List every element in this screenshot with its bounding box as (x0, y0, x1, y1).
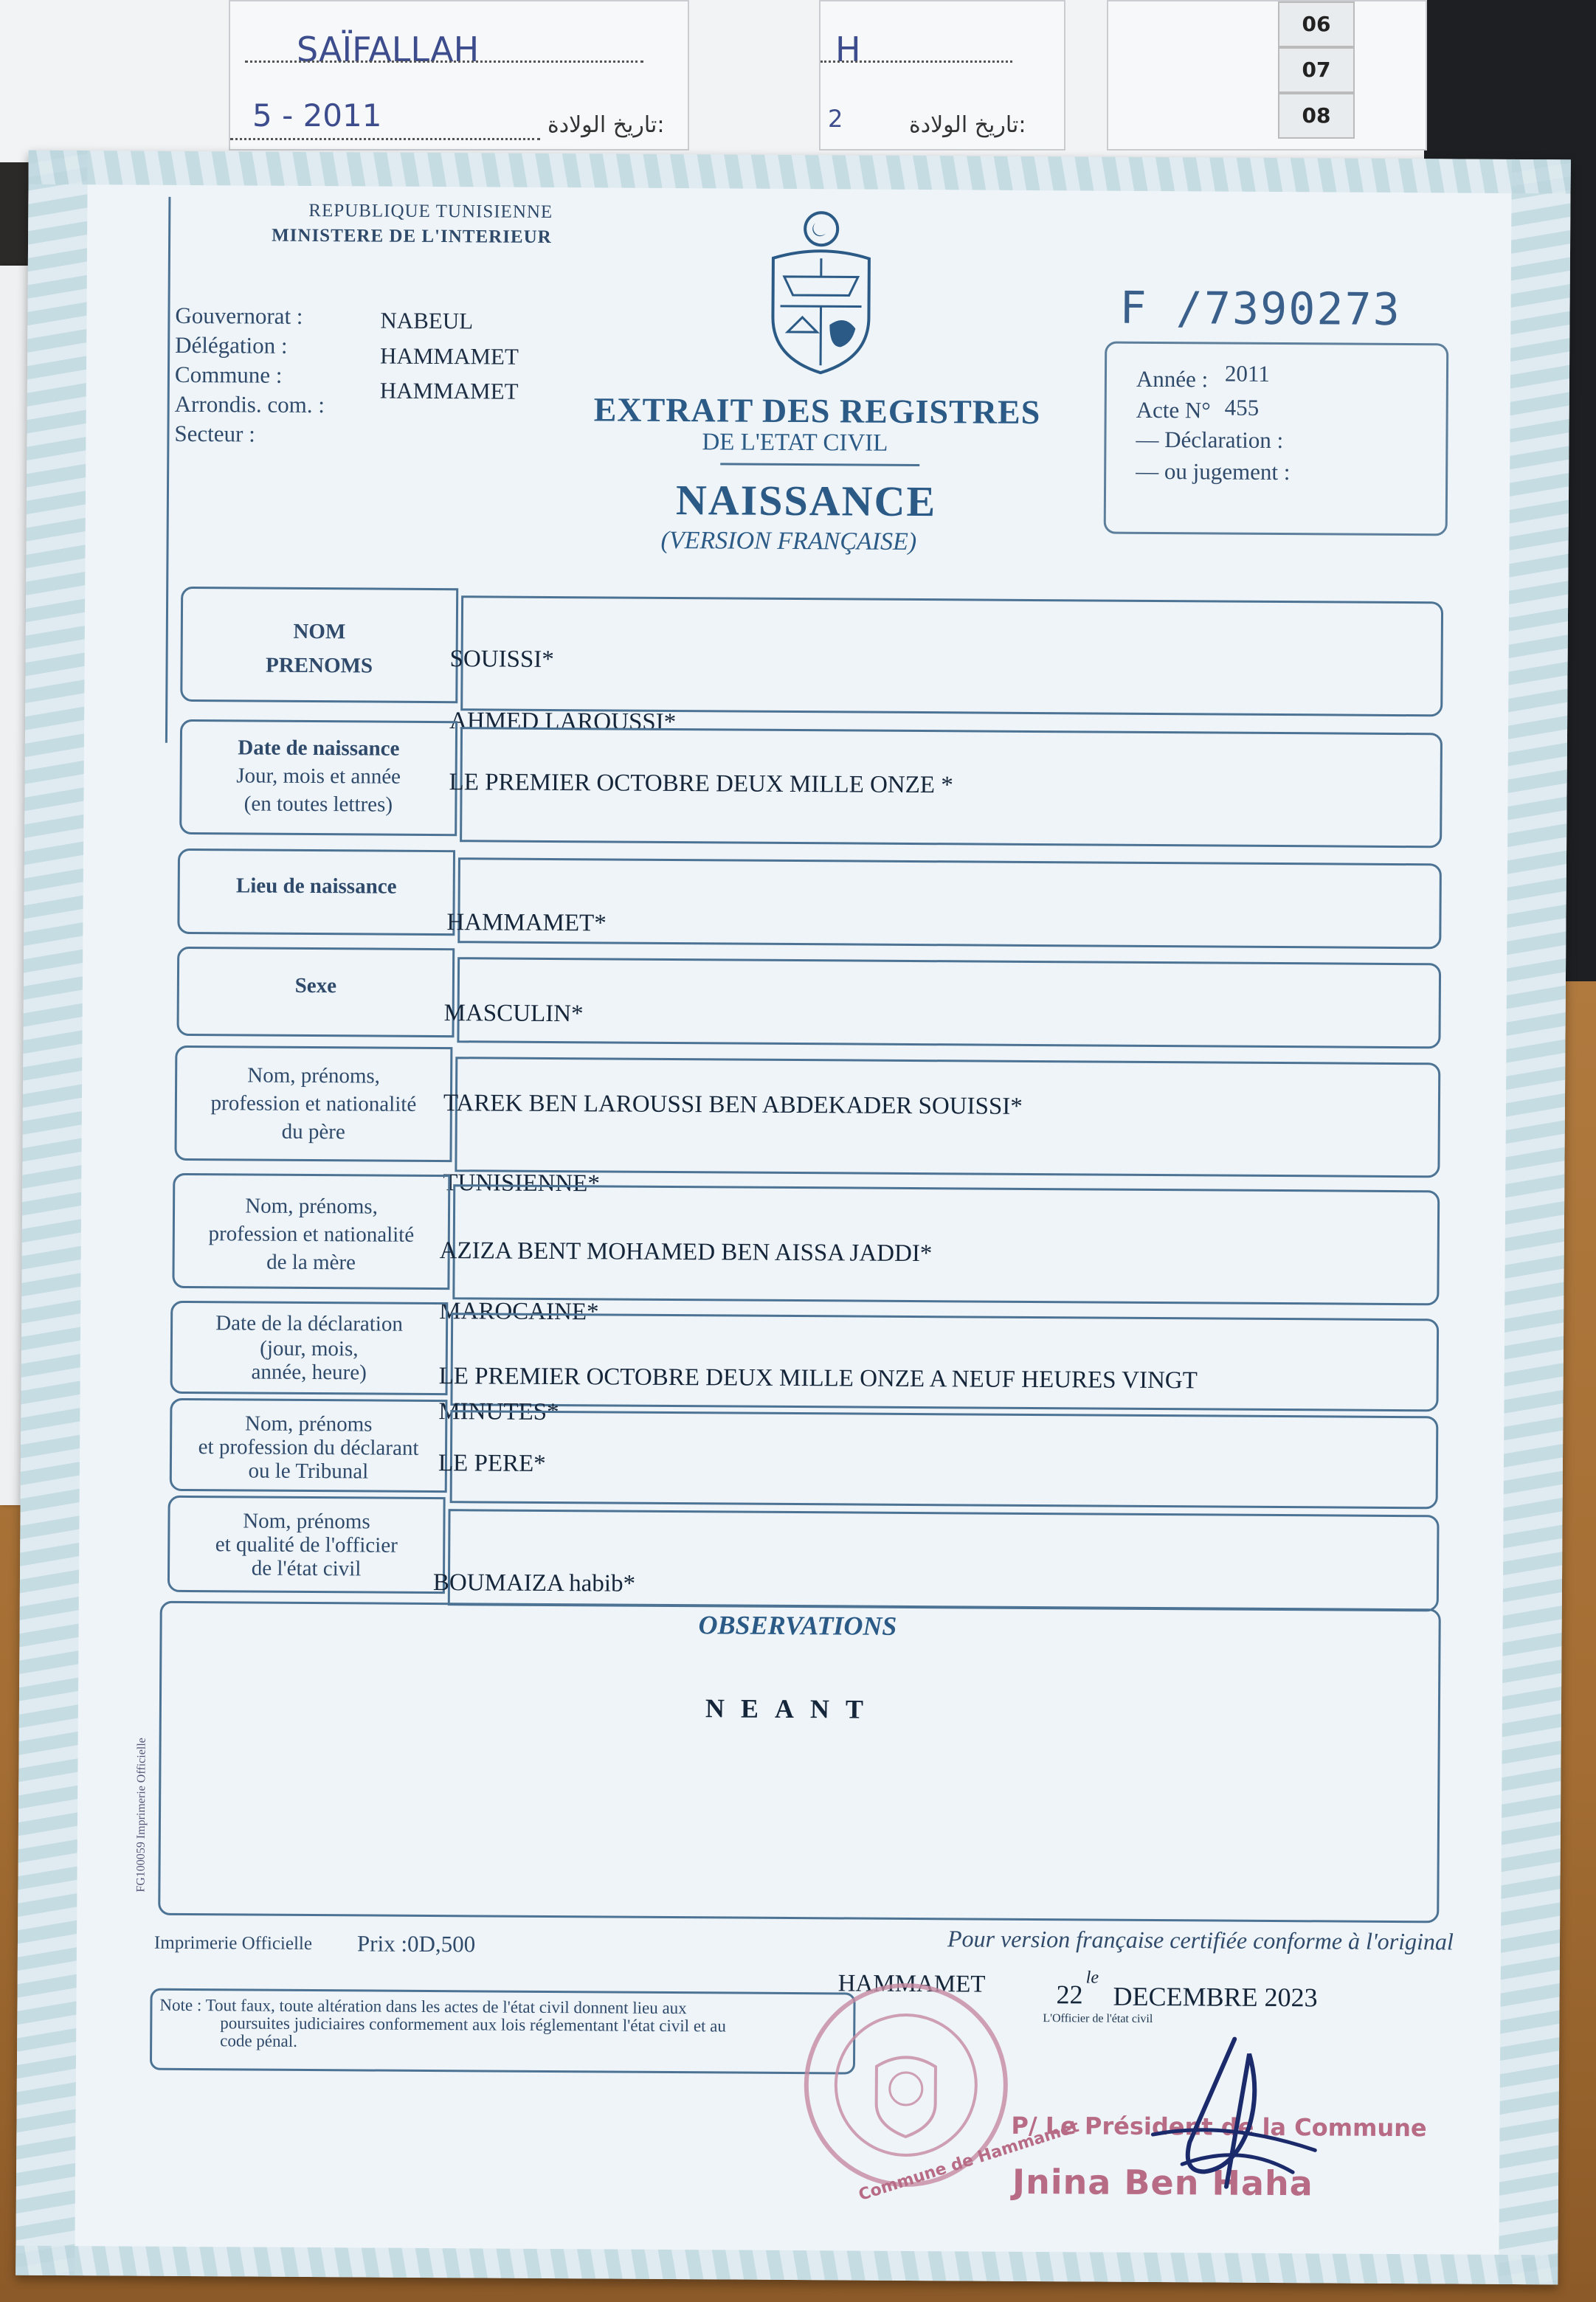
label-line: Date de la déclaration (215, 1311, 404, 1336)
value-pere: TAREK BEN LAROUSSI BEN ABDEKADER SOUISSI* (443, 1090, 1023, 1120)
label-line: année, heure) (251, 1360, 367, 1385)
observations-value: NEANT (705, 1693, 880, 1724)
row-number-cell: 08 (1278, 93, 1355, 139)
label-line: Sexe (294, 973, 337, 998)
background-form-middle (819, 0, 1065, 151)
dotted-line (821, 61, 1012, 63)
date-rest: DECEMBRE 2023 (1113, 1981, 1318, 2013)
value-date-declaration: LE PREMIER OCTOBRE DEUX MILLE ONZE A NEUF HEURES VINGT (438, 1363, 1198, 1394)
value-nationalite-pere: TUNISIENNE* (443, 1169, 601, 1197)
arabic-birthdate-label: تاريخ الولادة: (909, 112, 1026, 138)
field-label: Commune : (174, 361, 283, 388)
handwritten-digit: 2 (828, 105, 843, 133)
label-line: du père (281, 1119, 345, 1144)
header-divider (165, 197, 171, 743)
dotted-line (245, 61, 643, 63)
label-line: Lieu de naissance (235, 874, 397, 899)
handwritten-letter: H (835, 30, 861, 69)
field-value: NABEUL (380, 307, 474, 334)
row-number-cell: 06 (1278, 1, 1355, 47)
label-line: Jour, mois et année (236, 764, 401, 789)
label-line: ou le Tribunal (248, 1459, 369, 1484)
handwritten-name: SAÏFALLAH (297, 30, 480, 69)
field-label: Secteur : (174, 420, 255, 447)
label-line: Date de naissance (238, 736, 400, 761)
version-label: (VERSION FRANÇAISE) (660, 526, 917, 556)
republic-heading: REPUBLIQUE TUNISIENNE (308, 200, 553, 222)
row-label-declarant (170, 1398, 448, 1493)
certified-statement: Pour version française certifiée conforme à l'original (947, 1925, 1454, 1955)
row-label-officier (167, 1496, 446, 1594)
value-sexe: MASCULIN* (443, 1000, 584, 1028)
note-line: code pénal. (220, 2031, 297, 2050)
row-label-declaration (170, 1301, 449, 1395)
annee-label: Année : (1136, 365, 1209, 393)
observations-box (158, 1601, 1441, 1923)
row-label-sexe (176, 947, 455, 1037)
value-prenoms: AHMED LAROUSSI* (449, 708, 677, 736)
stamp-ring-text: Commune de Hammamet (856, 2117, 1082, 2205)
price-label: Prix :0D,500 (356, 1930, 476, 1957)
arabic-birthdate-label: تاريخ الولادة: (547, 112, 665, 138)
label-line: Nom, prénoms (244, 1411, 373, 1437)
dotted-line (230, 138, 540, 140)
row-value-nom (460, 595, 1443, 716)
value-date-naissance: LE PREMIER OCTOBRE DEUX MILLE ONZE * (449, 769, 953, 799)
row-label-date-naissance (179, 719, 457, 836)
row-label-nom (180, 587, 458, 703)
decorative-border-left (15, 151, 88, 2275)
handwritten-date: 5 - 2011 (252, 97, 382, 134)
place-label: HAMMAMET (837, 1970, 986, 1998)
label-line: PRENOMS (265, 653, 373, 678)
row-label-pere (174, 1045, 452, 1162)
document-subtitle: DE L'ETAT CIVIL (702, 429, 888, 457)
label-line: Nom, prénoms, (245, 1194, 378, 1219)
label-line: (jour, mois, (260, 1336, 359, 1361)
side-print-code: FG100059 Imprimerie Officielle (134, 1738, 148, 1893)
field-label: Délégation : (175, 331, 288, 359)
row-number-cell: 07 (1278, 47, 1355, 93)
background-form-left (229, 0, 689, 151)
value-declarant: LE PERE* (438, 1450, 546, 1477)
field-label: Gouvernorat : (175, 302, 303, 329)
officer-title: L'Officier de l'état civil (1043, 2012, 1153, 2025)
field-value: HAMMAMET (380, 342, 519, 370)
label-line: de la mère (266, 1250, 356, 1275)
label-line: Nom, prénoms, (247, 1063, 381, 1088)
declaration-label: — Déclaration : (1136, 426, 1284, 454)
printer-label: Imprimerie Officielle (153, 1932, 313, 1954)
value-officier: BOUMAIZA habib* (432, 1569, 636, 1597)
label-line: et profession du déclarant (198, 1435, 419, 1460)
document-title: EXTRAIT DES REGISTRES (593, 390, 1041, 432)
row-label-lieu (177, 848, 455, 936)
serial-number: F /7390273 (1119, 282, 1401, 336)
label-line: de l'état civil (251, 1556, 362, 1581)
note-box (150, 1988, 856, 2075)
jugement-label: — ou jugement : (1136, 457, 1291, 485)
field-value: HAMMAMET (379, 377, 519, 404)
label-line: (en toutes lettres) (243, 792, 393, 817)
label-line: profession et nationalité (210, 1091, 417, 1116)
ministry-heading: MINISTERE DE L'INTERIEUR (272, 225, 552, 247)
title-underline (720, 463, 919, 466)
label-line: Nom, prénoms (243, 1509, 370, 1534)
value-mere: AZIZA BENT MOHAMED BEN AISSA JADDI* (439, 1237, 933, 1268)
field-label: Arrondis. com. : (174, 390, 325, 418)
row-value-declaration (450, 1313, 1439, 1411)
registry-box (1104, 342, 1449, 536)
value-nom: SOUISSI* (449, 646, 554, 674)
label-line: NOM (293, 619, 346, 644)
date-day: 22 (1056, 1980, 1083, 2010)
coat-of-arms-icon (761, 207, 880, 377)
annee-value: 2011 (1224, 360, 1270, 387)
observations-title: OBSERVATIONS (698, 1610, 897, 1641)
stamp-signatory-line: P/ Le Président de la Commune (1011, 2111, 1427, 2143)
note-line: poursuites judiciaires conformement aux lois réglementant l'état civil et au (220, 2014, 727, 2036)
row-label-mere (172, 1173, 450, 1290)
birth-certificate (15, 151, 1571, 2285)
row-value-sexe (457, 957, 1441, 1048)
acte-value: 455 (1224, 394, 1260, 421)
acte-label: Acte N° (1136, 396, 1211, 424)
background-form-right (1107, 0, 1427, 151)
note-line: Note : Tout faux, toute altération dans les actes de l'état civil donnent lieu aux (159, 1995, 687, 2018)
stamp-signatory-name: Jnina Ben Haha (1012, 2161, 1313, 2204)
date-suffix: le (1085, 1968, 1099, 1988)
row-value-declarant (450, 1410, 1439, 1509)
signature-icon (1138, 2024, 1330, 2202)
label-line: profession et nationalité (208, 1222, 415, 1247)
value-date-declaration-cont: MINUTES* (438, 1398, 559, 1426)
certificate-type: NAISSANCE (675, 476, 937, 526)
label-line: et qualité de l'officier (215, 1532, 398, 1558)
value-lieu: HAMMAMET* (446, 909, 607, 937)
value-nationalite-mere: MAROCAINE* (439, 1298, 599, 1326)
